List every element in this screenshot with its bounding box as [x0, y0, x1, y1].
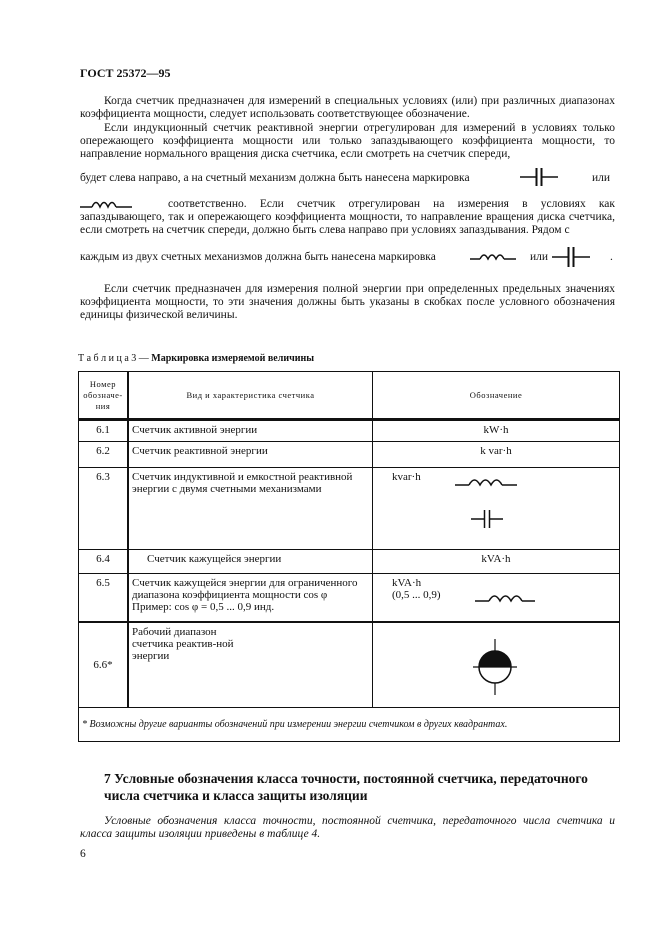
marking-table [78, 371, 620, 742]
row-number: 6.4 [79, 550, 129, 574]
capacitor-icon [552, 245, 590, 269]
document-header: ГОСТ 25372—95 [80, 66, 171, 80]
table-row [79, 622, 620, 708]
row-description: Счетчик реактивной энергии [128, 442, 373, 468]
text: каждым из двух счетных механизмов должна быть нанесена маркировка [80, 251, 436, 263]
row-description: Счетчик кажущейся энергии [128, 550, 373, 574]
designation-text: kVA·h [392, 577, 422, 589]
row-designation: kW·h [373, 420, 620, 442]
description-example: Пример: cos φ = 0,5 ... 0,9 инд. [132, 601, 275, 613]
header-description: Вид и характеристика счетчика [128, 372, 373, 420]
inductor-icon [455, 474, 517, 488]
inductor-icon [475, 590, 535, 604]
capacitor-icon [471, 508, 503, 530]
row-designation [373, 468, 620, 550]
table-footnote-row [79, 708, 620, 742]
header-number: Номер обозначе-ния [79, 372, 129, 420]
header-designation: Обозначение [373, 372, 620, 420]
paragraph: соответственно. Если счетчик отрегулирован на измерения в условиях как запаздывающего, так и опережающего коэффициента мощности, то направление вращения диска счетчика, если смотреть на счетчик спереди, должно быть слева направо при условиях запаздывания. Рядом с [80, 198, 615, 236]
row-number: 6.1 [79, 420, 129, 442]
row-designation [373, 574, 620, 622]
designation-range: (0,5 ... 0,9) [392, 589, 441, 601]
table-row [79, 442, 620, 468]
row-description [128, 574, 373, 622]
paragraph: Когда счетчик предназначен для измерений в специальных условиях (или) при различных диапазонах коэффициента мощности, следует использовать соответствующее обозначение. [80, 95, 615, 120]
table-caption [78, 353, 314, 364]
row-number: 6.2 [79, 442, 129, 468]
page-number: 6 [80, 848, 86, 860]
row-number: 6.6* [79, 622, 129, 708]
row-description: Счетчик активной энергии [128, 420, 373, 442]
paragraph: Если счетчик предназначен для измерения полной энергии при определенных предельных значениях коэффициента мощности, то эти значения должны быть указаны в скобках после условного обозначения единицы физической величины. [80, 283, 615, 321]
row-designation [373, 622, 620, 708]
table-row [79, 468, 620, 550]
row-designation: k var·h [373, 442, 620, 468]
table-header-row [79, 372, 620, 420]
section-title: 7 Условные обозначения класса точности, постоянной счетчика, передаточного числа счетчика и класса защиты изоляции [104, 771, 588, 803]
inductor-icon [470, 250, 516, 262]
section-text: Условные обозначения класса точности, постоянной счетчика, передаточного числа счетчика и класса защиты изоляции приведены в таблице 4. [80, 815, 615, 840]
row-description: Счетчик индуктивной и емкостной реактивной энергии с двумя счетными механизмами [128, 468, 373, 550]
paragraph-line [80, 251, 615, 263]
text: будет слева направо, а на счетный механизм должна быть нанесена маркировка [80, 172, 470, 184]
text: или [530, 251, 549, 263]
designation-text: kvar·h [392, 471, 421, 483]
caption-title: Маркировка измеряемой величины [151, 353, 315, 364]
paragraph-line [80, 172, 615, 185]
table-row [79, 574, 620, 622]
caption-prefix: Т а б л и ц а 3 — [78, 353, 149, 364]
row-designation: kVA·h [373, 550, 620, 574]
text: . [610, 251, 613, 263]
paragraph: Если индукционный счетчик реактивной энергии отрегулирован для измерений в условиях только опережающего коэффициента мощности или только запаздывающего коэффициента мощности, то направление нормального вращения диска счетчика, если смотреть на счетчик спереди, [80, 122, 615, 160]
row-number: 6.5 [79, 574, 129, 622]
text: или [592, 172, 611, 184]
description-text: Счетчик кажущейся энергии для ограниченного диапазона коэффициента мощности cos φ [132, 577, 358, 601]
capacitor-icon [520, 166, 558, 188]
row-description: Рабочий диапазон счетчика реактив-ной энергии [128, 622, 373, 708]
table-row [79, 550, 620, 574]
table-row [79, 420, 620, 442]
operating-range-icon [469, 639, 521, 695]
table-footnote: * Возможны другие варианты обозначений при измерении энергии счетчиком в других квадрантах. [79, 708, 620, 742]
row-number: 6.3 [79, 468, 129, 550]
